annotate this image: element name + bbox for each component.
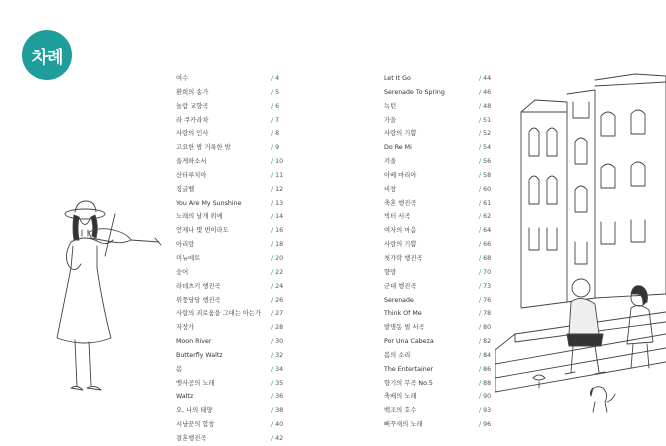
toc-badge: 차례 [22,30,72,80]
toc-page: / 20 [271,254,284,262]
toc-page: / 78 [479,310,492,318]
toc-page: / 42 [271,434,284,442]
toc-entry[interactable] [384,418,494,432]
toc-entry[interactable] [176,114,286,128]
toc-page: / 38 [271,407,284,415]
toc-entry[interactable] [176,404,286,418]
toc-page: / 8 [271,130,280,138]
toc-entry[interactable] [384,280,494,294]
toc-entry[interactable] [384,127,494,141]
toc-entry[interactable] [384,72,494,86]
toc-title: 사랑의 괴로움을 그대는 아는가 [176,310,262,318]
toc-entry[interactable] [176,155,286,169]
toc-title: 산타루치아 [176,171,207,179]
toc-title: 라데츠키 행진곡 [176,282,221,290]
toc-title: The Entertainer [384,365,434,373]
toc-page: / 4 [271,75,280,82]
toc-title: 사랑의 기쁨 [384,130,417,138]
toc-page: / 66 [479,241,492,249]
toc-title: 향기의 무곡 No.5 [384,379,433,387]
toc-title: 숭어 [176,268,189,276]
toc-page: / 62 [479,213,492,221]
toc-page: / 24 [271,282,284,290]
toc-page: / 61 [479,199,492,207]
toc-page: / 80 [479,324,492,332]
toc-entry[interactable] [384,349,494,363]
toc-page: / 12 [271,185,284,193]
toc-entry[interactable] [384,141,494,155]
toc-entry[interactable] [384,321,494,335]
toc-entry[interactable] [384,377,494,391]
toc-page: / 13 [271,199,284,207]
toc-entry[interactable] [384,86,494,100]
toc-page: / 54 [479,144,492,152]
toc-page: / 60 [479,185,492,193]
toc-page: / 90 [479,393,492,401]
toc-page: / 18 [271,241,284,249]
toc-title: Waltz [176,393,194,401]
toc-entry[interactable] [176,280,286,294]
toc-title: 향망 [384,268,397,276]
toc-title: 결혼행진곡 [176,434,207,442]
toc-entry[interactable] [176,294,286,308]
toc-entry[interactable] [176,335,286,349]
toc-entry[interactable] [176,141,286,155]
toc-entry[interactable] [384,114,494,128]
toc-page: / 5 [271,88,280,96]
toc-title: Serenade To Spring [384,88,445,96]
toc-page: / 28 [271,324,284,332]
toc-title: Let It Go [384,75,411,82]
toc-entry[interactable] [384,363,494,377]
toc-page: / 51 [479,116,492,124]
toc-page: / 70 [479,268,492,276]
toc-entry[interactable] [176,252,286,266]
toc-entry[interactable] [176,390,286,404]
toc-title: 울게하소서 [176,158,207,166]
toc-page: / 35 [271,379,284,387]
toc-entry[interactable] [176,183,286,197]
toc-entry[interactable] [176,321,286,335]
toc-page: / 58 [479,171,492,179]
toc-entry[interactable] [384,210,494,224]
toc-title: 축배의 노래 [384,393,417,401]
toc-page: / 27 [271,310,284,318]
toc-title: 녹턴 [384,102,397,110]
toc-title: 미뉴에트 [176,254,201,262]
toc-entry[interactable] [176,238,286,252]
toc-entry[interactable] [176,197,286,211]
toc-title: Butterfly Waltz [176,351,223,359]
toc-title: 뻐꾸새의 노래 [384,421,423,429]
toc-page: / 14 [271,213,284,221]
toc-entry[interactable] [176,100,286,114]
toc-column-left [176,72,286,446]
toc-title: 노래의 날개 위에 [176,213,223,221]
toc-entry[interactable] [176,72,286,86]
toc-title: 고요한 밤 거룩한 밤 [176,144,231,152]
toc-entry[interactable] [176,363,286,377]
toc-page: / 34 [271,365,284,373]
toc-page: / 44 [479,75,492,82]
toc-entry[interactable] [384,335,494,349]
toc-entry[interactable] [384,197,494,211]
toc-page: / 84 [479,351,492,359]
toc-title: 시냥꾼의 합창 [176,421,215,429]
toc-entry[interactable] [384,238,494,252]
toc-page: / 56 [479,158,492,166]
toc-title: 백조의 호수 [384,407,417,415]
toc-page: / 68 [479,254,492,262]
toc-entry[interactable] [384,252,494,266]
toc-entry[interactable] [384,307,494,321]
toc-title: 발명동 벌 서곡 [384,324,425,332]
toc-entry[interactable] [384,224,494,238]
toc-entry[interactable] [384,100,494,114]
toc-title: 사랑의 인사 [176,130,209,138]
toc-title: 라 쿠카라차 [176,116,209,124]
street-scene-illustration [495,72,666,430]
toc-title: 빅터 서곡 [384,213,411,221]
toc-entry[interactable] [176,349,286,363]
toc-title: 자장가 [176,324,195,332]
toc-entry[interactable] [384,404,494,418]
toc-entry[interactable] [176,224,286,238]
toc-title: 봄 [176,365,183,373]
toc-entry[interactable] [384,266,494,280]
toc-title: Moon River [176,338,212,346]
toc-page: / 26 [271,296,284,304]
toc-page: / 6 [271,102,280,110]
toc-entry[interactable] [176,432,286,446]
toc-entry[interactable] [384,294,494,308]
toc-page: / 11 [271,171,284,179]
toc-page: / 10 [271,158,284,166]
toc-page: / 86 [479,365,492,373]
toc-title: 군대 행진곡 [384,282,417,290]
toc-title: 징글벨 [176,185,195,193]
toc-page: / 9 [271,144,280,152]
violinist-illustration [55,198,170,403]
toc-page: / 73 [479,282,492,290]
toc-entry[interactable] [384,183,494,197]
toc-page: / 30 [271,338,284,346]
toc-title: 가을 [384,116,397,124]
toc-entry[interactable] [384,390,494,404]
toc-title: Think Of Me [384,310,422,318]
toc-page: / 76 [479,296,492,304]
toc-page: / 96 [479,421,492,429]
toc-title: 놀람 교향곡 [176,102,209,110]
toc-page: / 64 [479,227,492,235]
toc-entry[interactable] [176,127,286,141]
toc-page: / 7 [271,116,280,124]
toc-title: 축혼 행진곡 [384,199,417,207]
toc-column-right [384,72,494,432]
toc-title: 아베 마리아 [384,171,417,179]
toc-title: 봄의 소리 [384,351,411,359]
toc-page: / 40 [271,421,284,429]
toc-title: 오, 나의 태양 [176,407,213,415]
toc-title: Do Re Mi [384,144,412,152]
toc-entry[interactable] [176,307,286,321]
toc-entry[interactable] [384,155,494,169]
toc-title: 여자의 마음 [384,227,417,235]
toc-title: You Are My Sunshine [176,199,242,207]
toc-entry[interactable] [176,169,286,183]
toc-title: 언제나 몇 번이라도 [176,227,229,235]
toc-page: / 16 [271,227,284,235]
toc-title: Serenade [384,296,414,304]
toc-entry[interactable] [176,210,286,224]
toc-entry[interactable] [176,418,286,432]
toc-entry[interactable] [384,169,494,183]
toc-title: 사랑의 기쁨 [384,241,417,249]
toc-page: / 48 [479,102,492,110]
toc-page: / 46 [479,88,492,96]
toc-title: 아리랑 [176,241,195,249]
toc-entry[interactable] [176,377,286,391]
toc-title: Por Una Cabeza [384,338,434,346]
toc-title: 위풍당당 행진곡 [176,296,221,304]
toc-title: 첫가락 행진곡 [384,254,423,262]
toc-page: / 52 [479,130,492,138]
toc-page: / 88 [479,379,492,387]
toc-page: / 32 [271,351,284,359]
toc-page: / 82 [479,338,492,346]
toc-title: 뱃사공의 노래 [176,379,215,387]
toc-page: / 93 [479,407,492,415]
toc-entry[interactable] [176,266,286,280]
toc-title: 겨울 [384,158,397,166]
toc-entry[interactable] [176,86,286,100]
toc-title: 환희의 송가 [176,88,209,96]
toc-page: / 36 [271,393,284,401]
toc-title: 여수 [176,75,189,82]
toc-page: / 22 [271,268,284,276]
toc-title: 비창 [384,185,397,193]
